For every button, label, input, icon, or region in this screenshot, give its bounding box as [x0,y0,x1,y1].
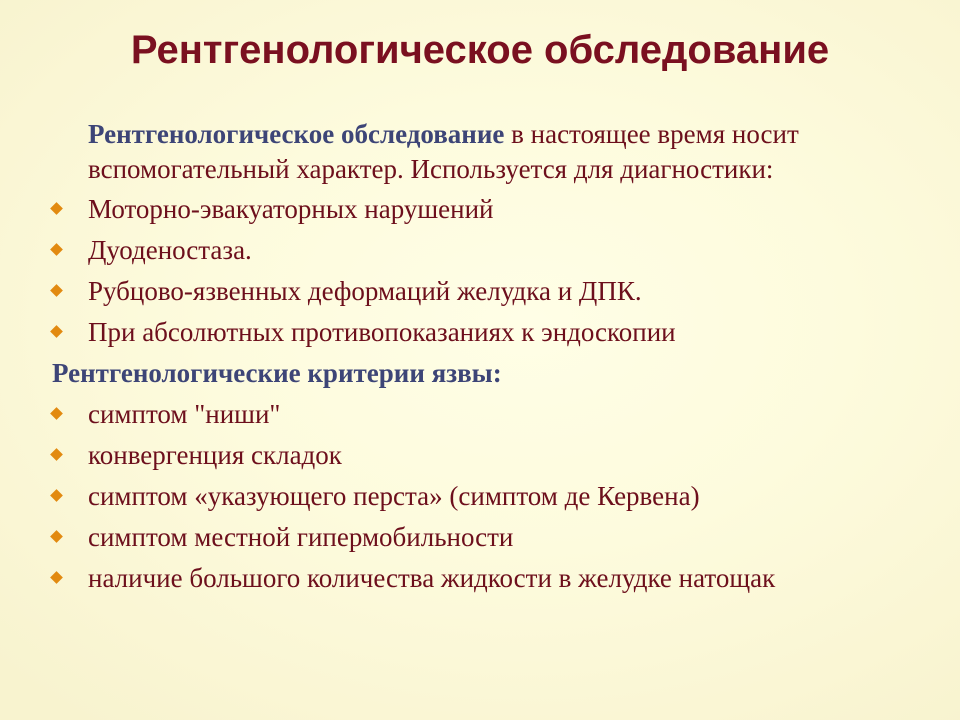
diamond-bullet-icon [50,571,63,584]
diamond-bullet-icon [50,284,63,297]
list-item-text: симптом "ниши" [88,399,281,429]
intro-text: в настоящее время носит вспомогательный характер. Используется для диагностики: [88,119,799,184]
criteria-heading: Рентгенологические критерии язвы: [52,358,502,388]
list-item-text: Рубцово-язвенных деформаций желудка и ДПК. [88,276,642,306]
list-item-text: При абсолютных противопоказаниях к эндоскопии [88,317,676,347]
diamond-bullet-icon [50,489,63,502]
slide-title: Рентгенологическое обследование [130,28,830,72]
list-item [50,192,910,227]
list-item [50,520,910,555]
intro-lead: Рентгенологическое обследование [88,119,505,149]
list-item [50,479,910,514]
list-item-text: конвергенция складок [88,440,342,470]
diamond-bullet-icon [50,407,63,420]
list-item-text: Дуоденостаза. [88,235,252,265]
list-item [50,233,910,268]
list-item-text: наличие большого количества жидкости в желудке натощак [88,563,776,593]
indications-list [50,192,910,350]
diamond-bullet-icon [50,530,63,543]
diamond-bullet-icon [50,325,63,338]
diamond-bullet-icon [50,202,63,215]
list-item [50,438,910,473]
list-item-text: симптом «указующего перста» (симптом де Кервена) [88,481,700,511]
intro-paragraph [88,117,910,187]
list-item-text: симптом местной гипермобильности [88,522,514,552]
list-item [50,274,910,309]
criteria-list [50,397,910,596]
diamond-bullet-icon [50,448,63,461]
slide-content [50,117,910,602]
list-item [50,561,910,596]
list-item [50,315,910,350]
diamond-bullet-icon [50,243,63,256]
list-item-text: Моторно-эвакуаторных нарушений [88,194,494,224]
list-item [50,397,910,432]
